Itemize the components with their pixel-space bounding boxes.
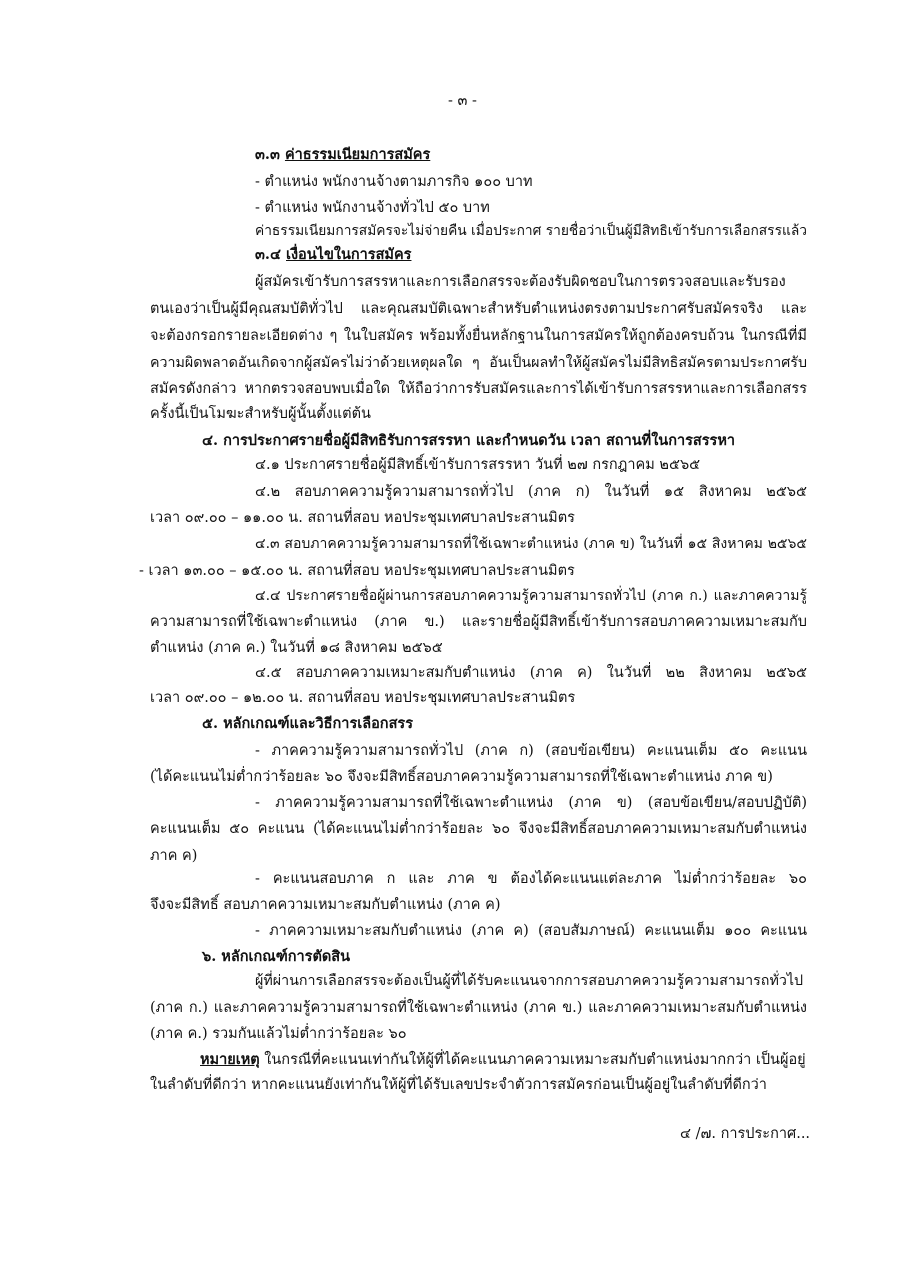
heading-number: ๓.๔ [255,246,281,263]
schedule-item: ๔.๓ สอบภาคความรู้ความสามารถที่ใช้เฉพาะตำแหน่ง (ภาค ข) ในวันที่ ๑๕ สิงหาคม ๒๕๖๕ [255,536,807,552]
section-5-heading: ๕. หลักเกณฑ์และวิธีการเลือกสรร [202,715,413,732]
judgment-line: (ภาค ค.) รวมกันแล้วไม่ต่ำกว่าร้อยละ ๖๐ [150,1026,407,1042]
schedule-item: ตำแหน่ง (ภาค ค.) ในวันที่ ๑๘ สิงหาคม ๒๕๖๕ [150,640,443,656]
paragraph-line: ตนเองว่าเป็นผู้มีคุณสมบัติทั่วไป และคุณสมบัติเฉพาะสำหรับตำแหน่งตรงตามประกาศรับสมัครจริง และ [150,301,807,317]
criteria-line: (ได้คะแนนไม่ต่ำกว่าร้อยละ ๖๐ จึงจะมีสิทธิ์สอบภาคความรู้ความสามารถที่ใช้เฉพาะตำแหน่ง ภาค ข) [150,769,773,785]
criteria-line: - คะแนนสอบภาค ก และ ภาค ข ต้องได้คะแนนแต่ละภาค ไม่ต่ำกว่าร้อยละ ๖๐ [255,871,807,887]
paragraph-line: ครั้งนี้เป็นโมฆะสำหรับผู้นั้นตั้งแต่ต้น [150,406,371,422]
paragraph-line: ความผิดพลาดอันเกิดจากผู้สมัครไม่ว่าด้วยเหตุผลใด ๆ อันเป็นผลทำให้ผู้สมัครไม่มีสิทธิสมัครตามประกาศรับ [150,355,807,371]
section-6-heading: ๖. หลักเกณฑ์การตัดสิน [202,948,351,965]
paragraph-line: ผู้สมัครเข้ารับการสรรหาและการเลือกสรรจะต้องรับผิดชอบในการตรวจสอบและรับรอง [255,274,786,290]
criteria-line: - ภาคความเหมาะสมกับตำแหน่ง (ภาค ค) (สอบสัมภาษณ์) คะแนนเต็ม ๑๐๐ คะแนน [255,923,807,939]
schedule-item: ความสามารถที่ใช้เฉพาะตำแหน่ง (ภาค ข.) และรายชื่อผู้มีสิทธิ์เข้ารับการสอบภาคความเหมาะสมกับ [150,614,807,630]
schedule-item: ๔.๒ สอบภาคความรู้ความสามารถทั่วไป (ภาค ก) ในวันที่ ๑๕ สิงหาคม ๒๕๖๕ [255,484,807,500]
criteria-line: - ภาคความรู้ความสามารถทั่วไป (ภาค ก) (สอบข้อเขียน) คะแนนเต็ม ๕๐ คะแนน [255,743,807,759]
judgment-line: (ภาค ก.) และภาคความรู้ความสามารถที่ใช้เฉพาะตำแหน่ง (ภาค ข.) และภาคความเหมาะสมกับตำแหน่ง [150,1000,807,1016]
schedule-item: ๔.๑ ประกาศรายชื่อผู้มีสิทธิ์เข้ารับการสรรหา วันที่ ๒๗ กรกฎาคม ๒๕๖๕ [255,457,701,473]
fee-item: - ตำแหน่ง พนักงานจ้างทั่วไป ๕๐ บาท [255,200,490,216]
section-3-4-heading [255,246,411,264]
heading-title: ค่าธรรมเนียมการสมัคร [284,146,431,163]
fee-item: - ตำแหน่ง พนักงานจ้างตามภารกิจ ๑๐๐ บาท [255,174,533,190]
continuation-footer: ๔ /๗. การประกาศ... [680,1126,811,1142]
criteria-line: - ภาคความรู้ความสามารถที่ใช้เฉพาะตำแหน่ง (ภาค ข) (สอบข้อเขียน/สอบปฏิบัติ) [255,795,807,811]
section-3-3-heading [255,146,430,164]
schedule-item: เวลา ๐๙.๐๐ – ๑๑.๐๐ น. สถานที่สอบ หอประชุมเทศบาลประสานมิตร [150,510,575,526]
section-4-heading: ๔. การประกาศรายชื่อผู้มีสิทธิรับการสรรหา และกำหนดวัน เวลา สถานที่ในการสรรหา [202,432,736,449]
schedule-item: ๔.๕ สอบภาคความเหมาะสมกับตำแหน่ง (ภาค ค) ในวันที่ ๒๒ สิงหาคม ๒๕๖๕ [255,665,807,681]
note-text: ในกรณีที่คะแนนเท่ากันให้ผู้ที่ได้คะแนนภาคความเหมาะสมกับตำแหน่งมากกว่า เป็นผู้อยู่ [259,1052,806,1068]
fee-note: ค่าธรรมเนียมการสมัครจะไม่จ่ายคืน เมื่อประกาศ รายชื่อว่าเป็นผู้มีสิทธิเข้ารับการเลือกสรรแล้ว [255,223,807,239]
note-line: ในลำดับที่ดีกว่า หากคะแนนยังเท่ากันให้ผู้ที่ได้รับเลขประจำตัวการสมัครก่อนเป็นผู้อยู่ในลำดับที่ดีกว่า [150,1077,767,1093]
criteria-line: ภาค ค) [150,848,198,864]
criteria-line: คะแนนเต็ม ๕๐ คะแนน (ได้คะแนนไม่ต่ำกว่าร้อยละ ๖๐ จึงจะมีสิทธิ์สอบภาคความเหมาะสมกับตำแหน่ง [150,821,807,837]
page-number: - ๓ - [448,93,477,109]
judgment-line: ผู้ที่ผ่านการเลือกสรรจะต้องเป็นผู้ที่ได้รับคะแนนจากการสอบภาคความรู้ความสามารถทั่วไป [255,973,804,989]
schedule-item: - เวลา ๑๓.๐๐ – ๑๕.๐๐ น. สถานที่สอบ หอประชุมเทศบาลประสานมิตร [139,563,575,579]
criteria-line: จึงจะมีสิทธิ์ สอบภาคความเหมาะสมกับตำแหน่ง (ภาค ค) [150,897,501,913]
note-line [200,1051,806,1069]
note-label: หมายเหตุ [200,1051,260,1068]
heading-title: เงื่อนไขในการสมัคร [286,246,412,263]
paragraph-line: จะต้องกรอกรายละเอียดต่าง ๆ ในใบสมัคร พร้อมทั้งยื่นหลักฐานในการสมัครให้ถูกต้องครบถ้วน ในกรณีที่มี [150,328,807,344]
schedule-item: เวลา ๐๙.๐๐ – ๑๒.๐๐ น. สถานที่สอบ หอประชุมเทศบาลประสานมิตร [150,690,576,706]
paragraph-line: สมัครดังกล่าว หากตรวจสอบพบเมื่อใด ให้ถือว่าการรับสมัครและการได้เข้ารับการสรรหาและการเลือกสรร [150,381,807,397]
heading-number: ๓.๓ [255,146,280,163]
schedule-item: ๔.๔ ประกาศรายชื่อผู้ผ่านการสอบภาคความรู้ความสามารถทั่วไป (ภาค ก.) และภาคความรู้ [255,588,807,604]
